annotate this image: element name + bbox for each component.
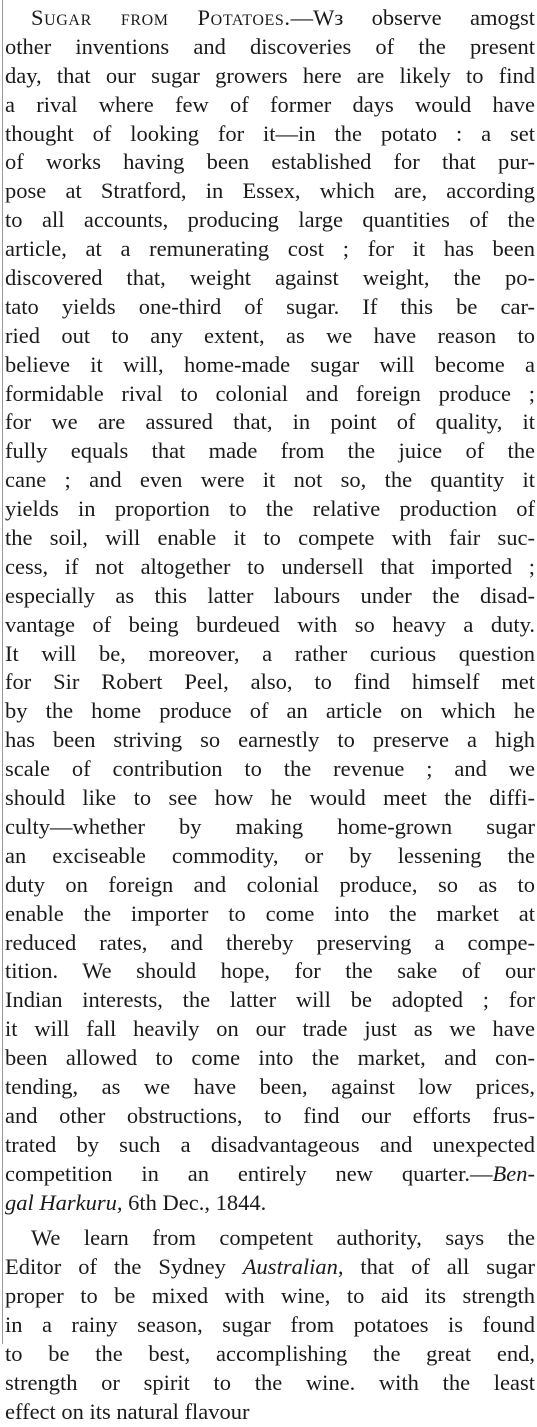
body-line: cess, if not altogether to undersell that imported ; [5,553,535,579]
body-line: Indian interests, the latter will be adopted ; for [5,987,535,1013]
publication-name: Australian, [242,1254,344,1280]
body-line: proper to be mixed with wine, to aid its strength [5,1283,535,1309]
body-line: been allowed to come into the market, and con- [5,1045,535,1071]
body-line: and other obstructions, to find our efforts frus- [5,1102,535,1128]
closing-text: competition in an entirely new quarter.— [5,1160,493,1186]
body-text: that of all sugar [343,1254,535,1280]
body-line: a rival where few of former days would have [5,91,535,117]
body-line: tending, as we have been, against low prices, [5,1073,535,1099]
article-closing-line [5,1160,535,1189]
body-line: to be the best, accomplishing the great end, [5,1340,535,1366]
body-line: scale of contribution to the revenue ; and we [5,756,535,782]
body-line: other inventions and discoveries of the present [5,33,535,59]
body-line: fully equals that made from the juice of the [5,438,535,464]
body-line: pose at Stratford, in Essex, which are, according [5,178,535,204]
column-rule [2,0,3,1344]
body-line: discovered that, weight against weight, the po- [5,265,535,291]
paragraph-gap [5,1217,535,1224]
body-line: cane ; and even were it not so, the quantity it [5,467,535,493]
body-line: the soil, will enable it to compete with fair suc- [5,525,535,551]
article-source-line [5,1189,535,1218]
body-line: of works having been established for that pur- [5,149,535,175]
text-column [5,4,535,1427]
body-line: enable the importer to come into the market at [5,900,535,926]
source-date: 6th Dec., 1844. [122,1189,267,1215]
body-line: should like to see how he would meet the diffi- [5,785,535,811]
article-heading: Sugar from Potatoes. [31,5,291,30]
article-sugar-from-potatoes [5,4,535,1217]
body-line: strength or spirit to the wine. with the least [5,1369,535,1395]
body-line: believe it will, home-made sugar will become a [5,351,535,377]
body-line: It will be, moreover, a rather curious question [5,640,535,666]
source-publication-part2: gal Harkuru, [5,1189,123,1215]
body-line: yields in proportion to the relative production of [5,496,535,522]
body-text: Editor of the Sydney [5,1254,243,1280]
body-line: has been striving so earnestly to preserve a high [5,727,535,753]
article-first-line [5,4,535,33]
article-sydney-australian [5,1224,535,1426]
body-line: by the home produce of an article on which he [5,698,535,724]
body-line: duty on foreign and colonial produce, so as to [5,871,535,897]
body-line: thought of looking for it—in the potato : a set [5,120,535,146]
body-line: tato yields one-third of sugar. If this be car- [5,293,535,319]
body-line: ried out to any extent, as we have reason to [5,322,535,348]
body-line: for we are assured that, in point of quality, it [5,409,535,435]
body-line: formidable rival to colonial and foreign produce ; [5,380,535,406]
source-publication-part1: Ben- [492,1160,535,1186]
body-line: an exciseable commodity, or by lessening the [5,842,535,868]
body-line: We learn from competent authority, says the [31,1225,535,1251]
body-line: vantage of being burdeued with so heavy a duty. [5,611,535,637]
body-line: in a rainy season, sugar from potatoes is found [5,1312,535,1338]
body-line: —Wз observe amogst [290,5,535,30]
body-line: it will fall heavily on our trade just as we have [5,1016,535,1042]
body-line: for Sir Robert Peel, also, to find himself met [5,669,535,695]
body-line: tition. We should hope, for the sake of our [5,958,535,984]
body-line: effect on its natural flavour [5,1398,250,1424]
body-line: culty—whether by making home-grown sugar [5,813,535,839]
body-line: article, at a remunerating cost ; for it has been [5,236,535,262]
body-line: reduced rates, and thereby preserving a compe- [5,929,535,955]
article2-line-with-publication [5,1253,535,1282]
body-line: trated by such a disadvantageous and unexpected [5,1131,535,1157]
body-line: day, that our sugar growers here are likely to find [5,62,535,88]
body-line: to all accounts, producing large quantities of the [5,207,535,233]
body-line: especially as this latter labours under the disad- [5,582,535,608]
